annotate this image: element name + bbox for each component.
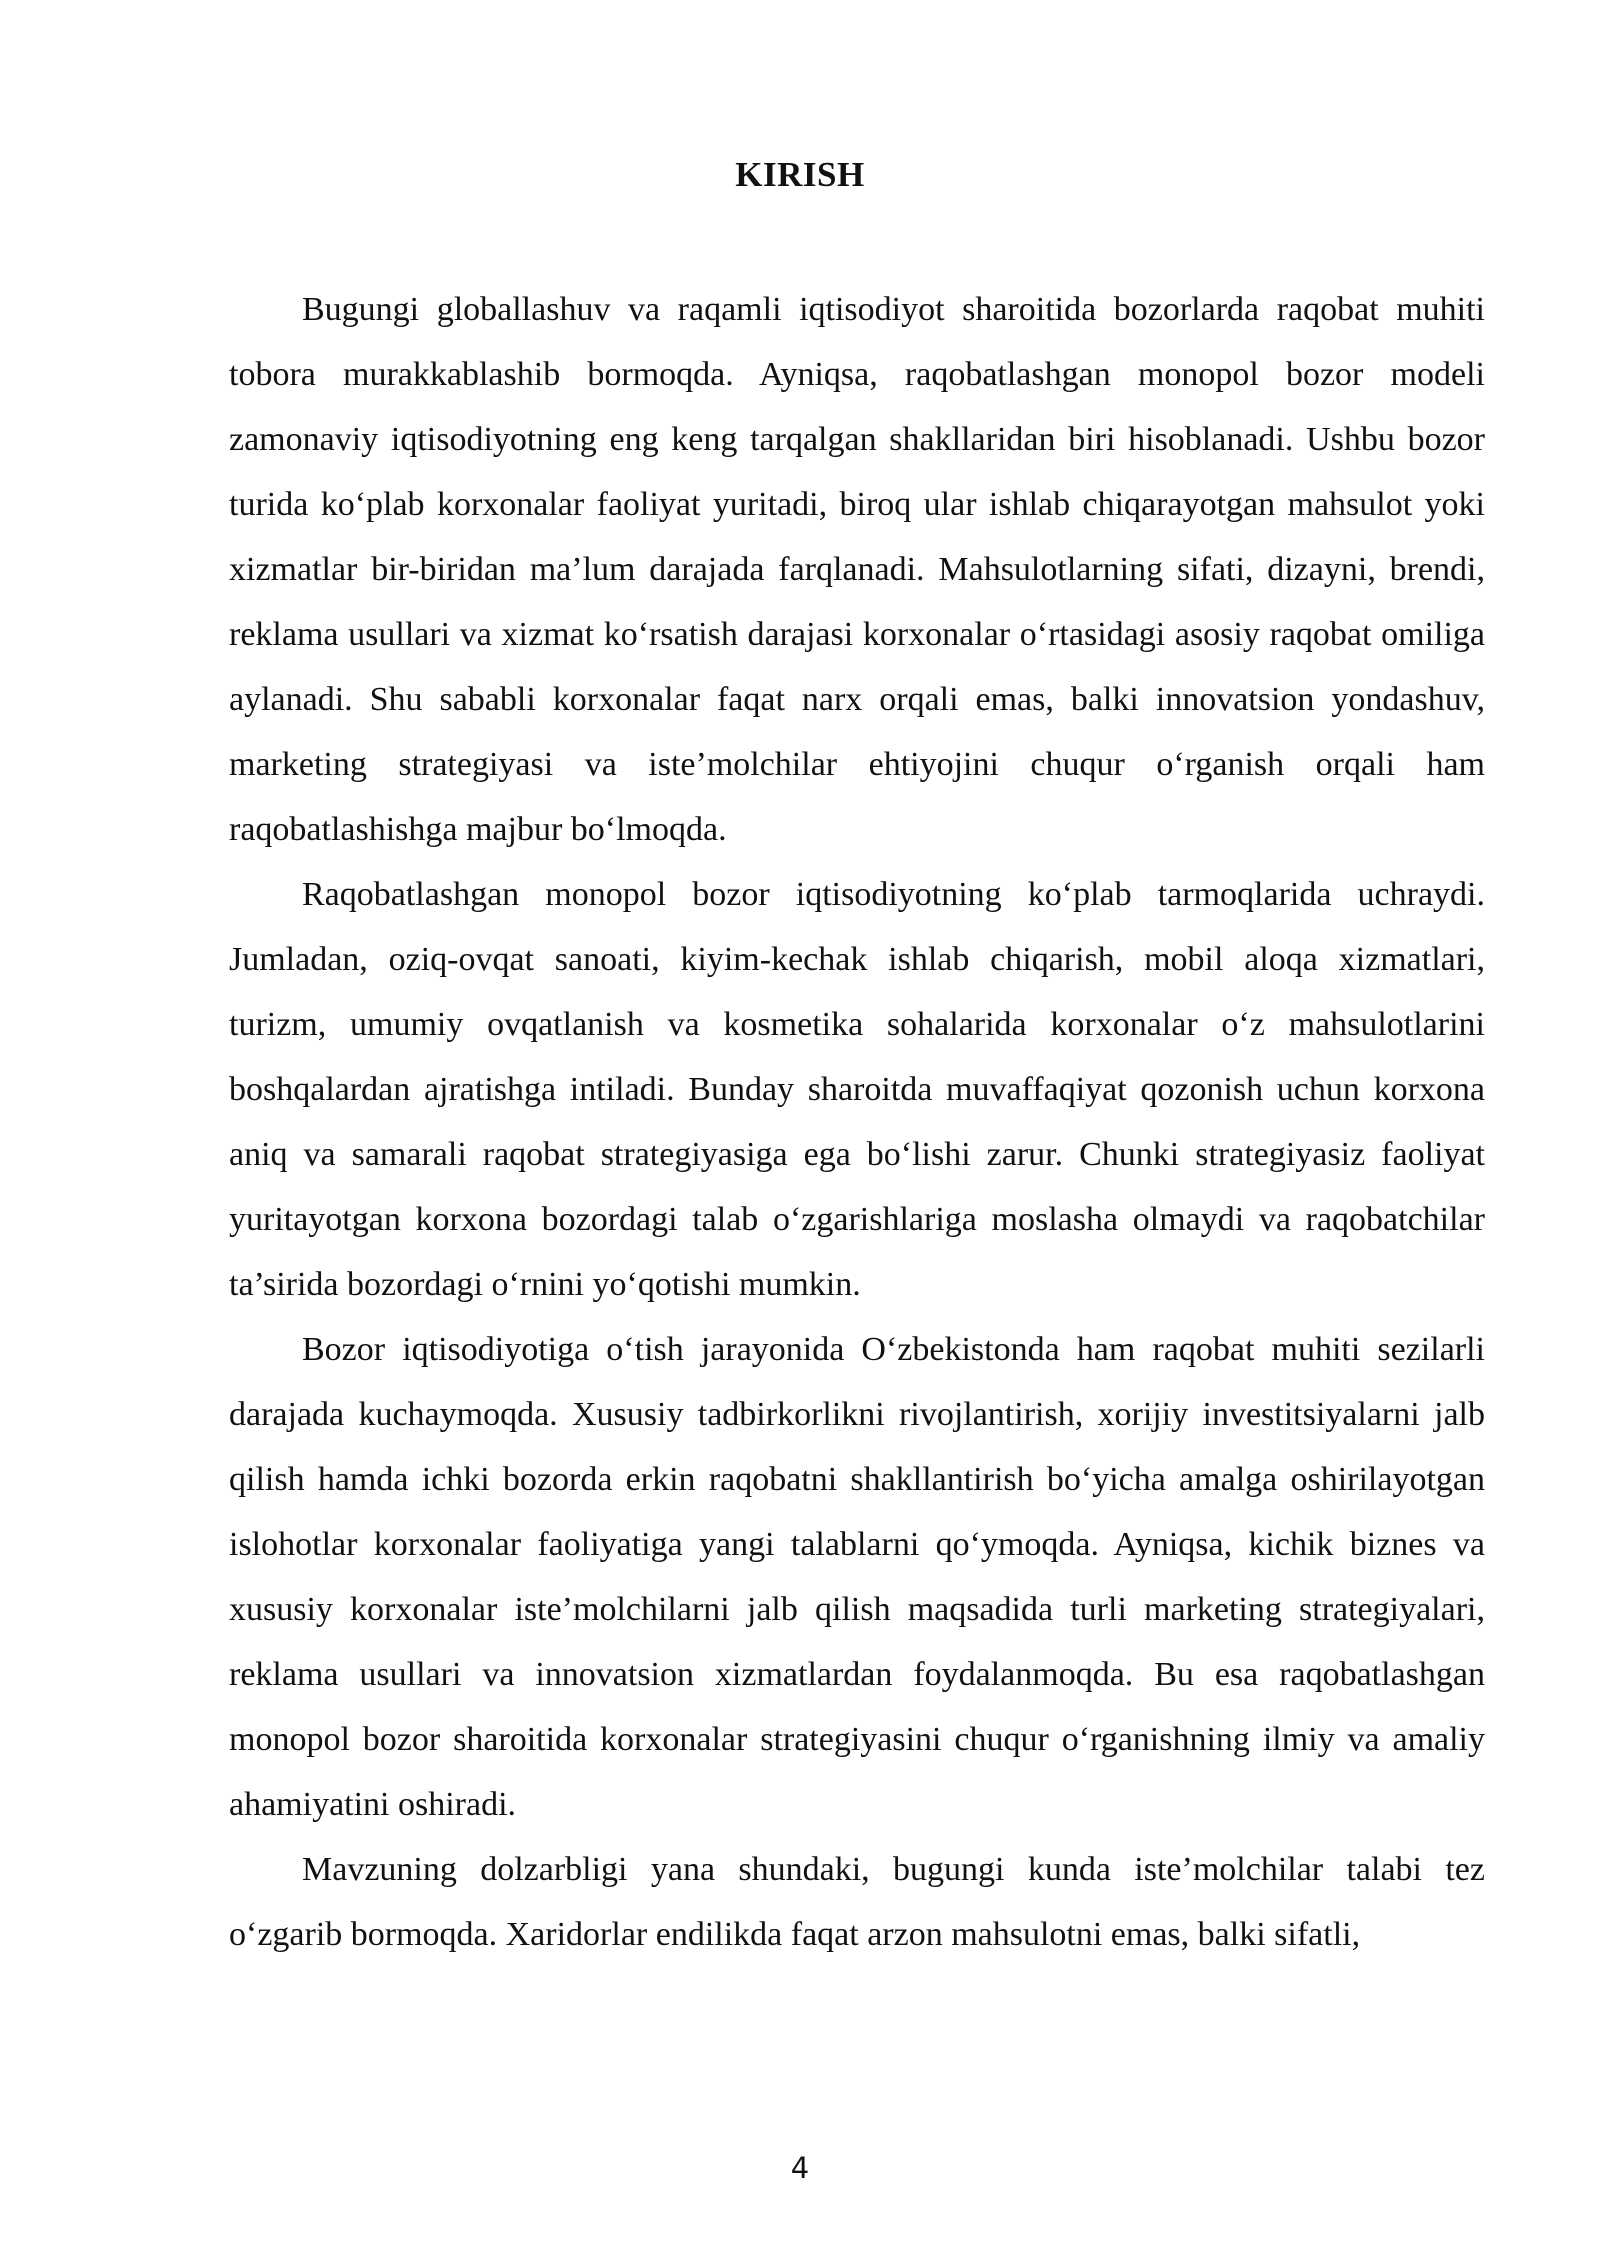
page-number: 4 [790,2151,810,2185]
paragraph-1: Bugungi globallashuv va raqamli iqtisodiyot sharoitida bozorlarda raqobat muhiti tobora murakkablashib bormoqda. Ayniqsa, raqobatlashgan monopol bozor modeli zamonaviy iqtisodiyotning eng keng tarqalgan shakllaridan biri hisoblanadi. Ushbu bozor turida ko‘plab korxonalar faoliyat yuritadi, biroq ular ishlab chiqarayotgan mahsulot yoki xizmatlar bir-biridan ma’lum darajada farqlanadi. Mahsulotlarning sifati, dizayni, brendi, reklama usullari va xizmat ko‘rsatish darajasi korxonalar o‘rtasidagi asosiy raqobat omiliga aylanadi. Shu sababli korxonalar faqat narx orqali emas, balki innovatsion yondashuv, marketing strategiyasi va iste’molchilar ehtiyojini chuqur o‘rganish orqali ham raqobatlashishga majbur bo‘lmoqda. [229,291,1485,848]
paragraph-4: Mavzuning dolzarbligi yana shundaki, bugungi kunda iste’molchilar talabi tez o‘zgarib bormoqda. Xaridorlar endilikda faqat arzon mahsulotni emas, balki sifatli, [229,1851,1485,1953]
page-title: KIRISH [735,155,865,194]
paragraph-2: Raqobatlashgan monopol bozor iqtisodiyotning ko‘plab tarmoqlarida uchraydi. Jumladan, oziq-ovqat sanoati, kiyim-kechak ishlab chiqarish, mobil aloqa xizmatlari, turizm, umumiy ovqatlanish va kosmetika sohalarida korxonalar o‘z mahsulotlarini boshqalardan ajratishga intiladi. Bunday sharoitda muvaffaqiyat qozonish uchun korxona aniq va samarali raqobat strategiyasiga ega bo‘lishi zarur. Chunki strategiyasiz faoliyat yuritayotgan korxona bozordagi talab o‘zgarishlariga moslasha olmaydi va raqobatchilar ta’sirida bozordagi o‘rnini yo‘qotishi mumkin. [229,876,1485,1303]
body-text [229,277,1485,1967]
paragraph-3: Bozor iqtisodiyotiga o‘tish jarayonida O‘zbekistonda ham raqobat muhiti sezilarli darajada kuchaymoqda. Xususiy tadbirkorlikni rivojlantirish, xorijiy investitsiyalarni jalb qilish hamda ichki bozorda erkin raqobatni shakllantirish bo‘yicha amalga oshirilayotgan islohotlar korxonalar faoliyatiga yangi talablarni qo‘ymoqda. Ayniqsa, kichik biznes va xususiy korxonalar iste’molchilarni jalb qilish maqsadida turli marketing strategiyalari, reklama usullari va innovatsion xizmatlardan foydalanmoqda. Bu esa raqobatlashgan monopol bozor sharoitida korxonalar strategiyasini chuqur o‘rganishning ilmiy va amaliy ahamiyatini oshiradi. [229,1331,1485,1823]
